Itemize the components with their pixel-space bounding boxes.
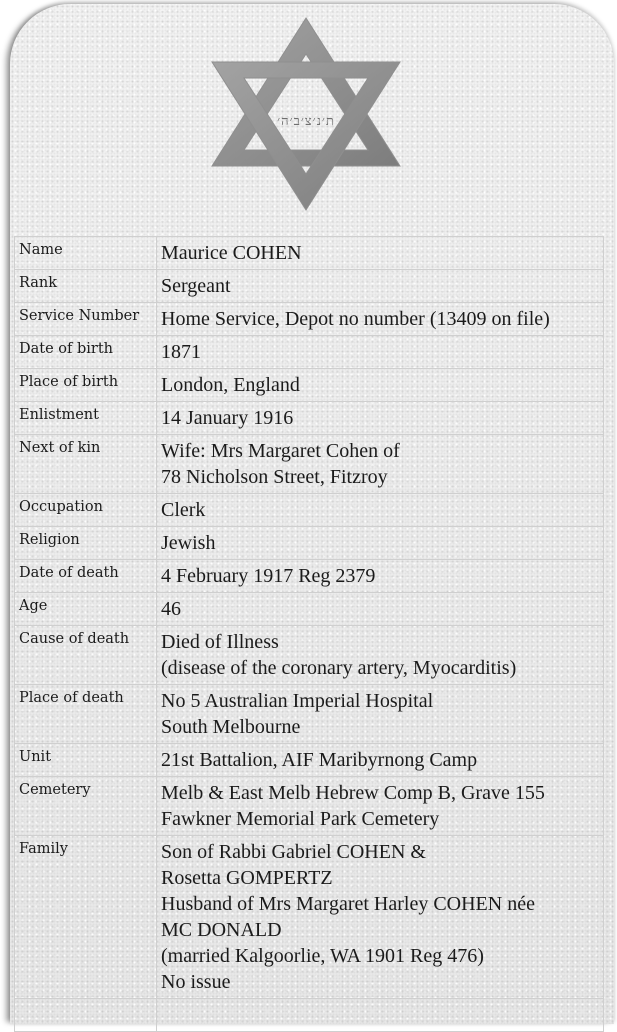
field-value [157,593,604,626]
field-value [157,777,604,836]
field-label: Name [15,237,157,270]
record-row [15,237,604,270]
field-value-line: MC DONALD [161,919,282,941]
record-row [15,369,604,402]
field-value [157,435,604,494]
record-row [15,435,604,494]
field-label: Age [15,593,157,626]
field-value-line: Died of Illness [161,631,279,653]
field-value [157,744,604,777]
record-row [15,402,604,435]
record-row [15,685,604,744]
field-value-line: Maurice COHEN [161,242,302,264]
field-label: Place of birth [15,369,157,402]
empty-cell [15,999,157,1032]
field-value-line: Melb & East Melb Hebrew Comp B, Grave 155 [161,782,545,804]
field-label: Service Number [15,303,157,336]
field-label: Date of death [15,560,157,593]
field-value-line: (married Kalgoorlie, WA 1901 Reg 476) [161,945,484,967]
field-value-line: 4 February 1917 Reg 2379 [161,565,376,587]
field-value-line: Rosetta GOMPERTZ [161,867,333,889]
field-value-line: Jewish [161,532,216,554]
field-value-line: 14 January 1916 [161,407,294,429]
field-label: Unit [15,744,157,777]
field-label: Place of death [15,685,157,744]
field-value [157,527,604,560]
service-record-table [14,236,604,1032]
field-value [157,836,604,999]
field-value-line: London, England [161,374,300,396]
field-value-line: 21st Battalion, AIF Maribyrnong Camp [161,749,478,771]
field-value [157,303,604,336]
field-value-line: Home Service, Depot no number (13409 on file) [161,308,550,330]
empty-cell [157,999,604,1032]
field-value-line: (disease of the coronary artery, Myocarditis) [161,657,517,679]
star-inscription: ת׳נ׳צ׳ב׳ה׳ [277,114,335,129]
record-row [15,744,604,777]
field-value-line: 78 Nicholson Street, Fitzroy [161,466,388,488]
field-value [157,369,604,402]
field-label: Family [15,836,157,999]
field-value [157,685,604,744]
field-label: Occupation [15,494,157,527]
field-label: Enlistment [15,402,157,435]
record-row [15,270,604,303]
field-value-line: Sergeant [161,275,231,297]
field-label: Next of kin [15,435,157,494]
field-value [157,336,604,369]
record-row [15,336,604,369]
table-footer-row [15,999,604,1032]
record-row [15,527,604,560]
field-value [157,270,604,303]
field-label: Cause of death [15,626,157,685]
field-value-line: Fawkner Memorial Park Cemetery [161,808,440,830]
record-row [15,593,604,626]
record-row [15,494,604,527]
record-row [15,777,604,836]
field-value-line: Clerk [161,499,206,521]
field-value [157,237,604,270]
record-row [15,836,604,999]
record-row [15,560,604,593]
field-value-line: Husband of Mrs Margaret Harley COHEN née [161,893,535,915]
field-value [157,626,604,685]
field-label: Rank [15,270,157,303]
field-label: Cemetery [15,777,157,836]
field-label: Religion [15,527,157,560]
record-row [15,626,604,685]
field-value [157,560,604,593]
field-label: Date of birth [15,336,157,369]
field-value-line: No issue [161,971,231,993]
field-value-line: No 5 Australian Imperial Hospital [161,690,434,712]
field-value-line: Wife: Mrs Margaret Cohen of [161,440,400,462]
field-value-line: 46 [161,598,181,620]
record-row [15,303,604,336]
field-value-line: Son of Rabbi Gabriel COHEN & [161,841,426,863]
field-value [157,494,604,527]
field-value-line: 1871 [161,341,201,363]
field-value [157,402,604,435]
field-value-line: South Melbourne [161,716,301,738]
